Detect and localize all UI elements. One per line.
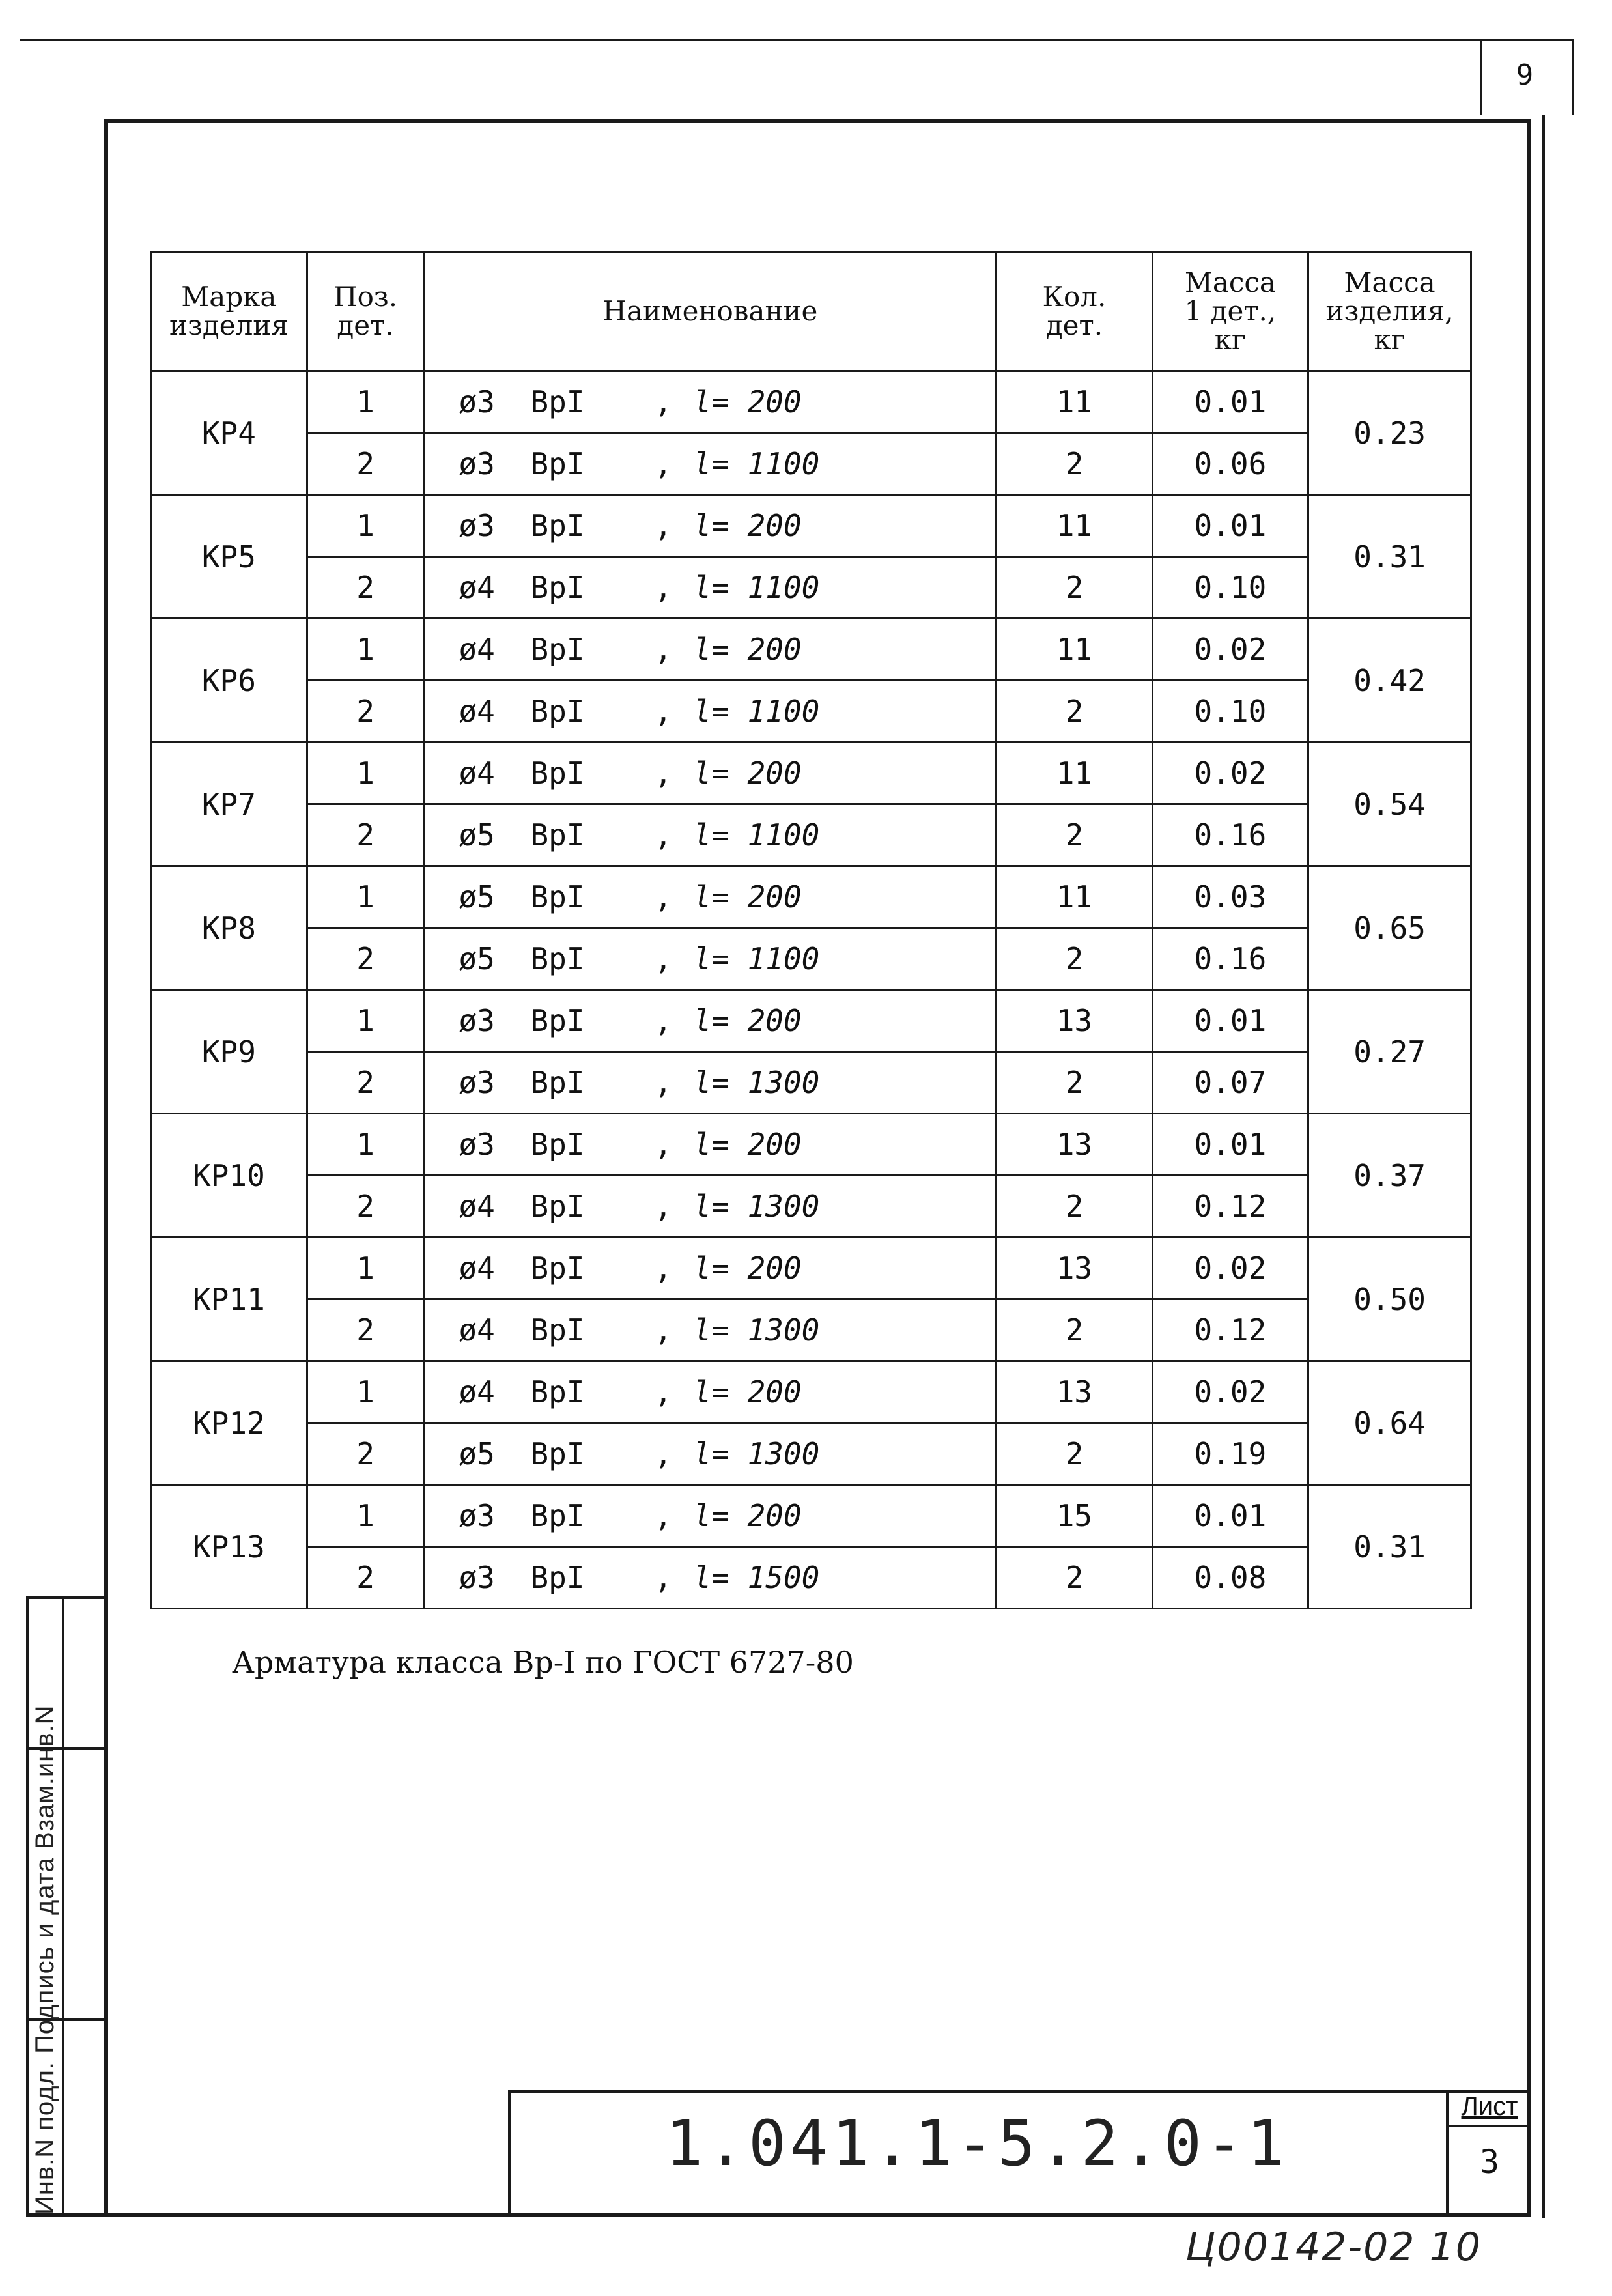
note-text: Арматура класса Вр-I по ГОСТ 6727-80: [232, 1645, 854, 1680]
cell-name: [424, 619, 997, 681]
table-row: [151, 681, 1471, 743]
name-len: l= 1500: [693, 1560, 820, 1595]
cell-mark: КР10: [151, 1114, 307, 1238]
cell-name: [424, 433, 997, 495]
name-len: l= 200: [693, 632, 802, 667]
name-sep: ,: [654, 446, 673, 481]
cell-name: [424, 495, 997, 557]
cell-pos: 2: [307, 557, 424, 619]
name-dia: ø4: [459, 1312, 495, 1348]
header-mass-one: Масса 1 дет., кг: [1152, 252, 1308, 371]
cell-name: [424, 1114, 997, 1176]
table-row: [151, 557, 1471, 619]
cell-pos: 1: [307, 1485, 424, 1547]
cell-mass-one: 0.02: [1152, 1361, 1308, 1423]
name-sep: ,: [654, 632, 673, 667]
table-row: [151, 1485, 1471, 1547]
cell-pos: 2: [307, 681, 424, 743]
name-len: l= 1300: [693, 1189, 820, 1224]
cell-mass-one: 0.03: [1152, 866, 1308, 928]
name-len: l= 1100: [693, 694, 820, 729]
archive-number: Ц00142-02 10: [1185, 2224, 1482, 2270]
cell-pos: 2: [307, 1052, 424, 1114]
header-mass-total: Масса изделия, кг: [1308, 252, 1471, 371]
table-row: [151, 619, 1471, 681]
cell-pos: 2: [307, 1423, 424, 1485]
cell-mass-total: 0.42: [1308, 619, 1471, 743]
cell-mark: КР6: [151, 619, 307, 743]
name-len: l= 200: [693, 384, 802, 419]
name-cls: ВрI: [530, 817, 585, 853]
name-dia: ø3: [459, 1498, 495, 1533]
cell-qty: 2: [997, 681, 1152, 743]
name-dia: ø5: [459, 879, 495, 914]
cell-mass-total: 0.27: [1308, 990, 1471, 1114]
name-dia: ø4: [459, 756, 495, 791]
name-cls: ВрI: [530, 941, 585, 976]
cell-name: [424, 1052, 997, 1114]
cell-mass-one: 0.01: [1152, 1485, 1308, 1547]
name-dia: ø4: [459, 1189, 495, 1224]
name-sep: ,: [654, 694, 673, 729]
cell-qty: 2: [997, 433, 1152, 495]
name-dia: ø3: [459, 1003, 495, 1038]
name-len: l= 200: [693, 1127, 802, 1162]
cell-name: [424, 743, 997, 804]
cell-mark: КР12: [151, 1361, 307, 1485]
name-cls: ВрI: [530, 632, 585, 667]
cell-mass-total: 0.65: [1308, 866, 1471, 990]
cell-mass-one: 0.19: [1152, 1423, 1308, 1485]
sheet-number: 3: [1479, 2143, 1500, 2181]
cell-name: [424, 804, 997, 866]
table-row: [151, 495, 1471, 557]
cell-pos: 1: [307, 1361, 424, 1423]
name-len: l= 200: [693, 756, 802, 791]
cell-pos: 2: [307, 433, 424, 495]
table-row: [151, 1114, 1471, 1176]
table-row: [151, 433, 1471, 495]
cell-pos: 2: [307, 1176, 424, 1238]
cell-name: [424, 990, 997, 1052]
table-row: [151, 371, 1471, 433]
cell-name: [424, 1423, 997, 1485]
cell-name: [424, 1485, 997, 1547]
name-sep: ,: [654, 570, 673, 605]
name-cls: ВрI: [530, 446, 585, 481]
cell-pos: 2: [307, 1547, 424, 1609]
cell-name: [424, 1176, 997, 1238]
name-cls: ВрI: [530, 694, 585, 729]
cell-pos: 1: [307, 1114, 424, 1176]
cell-name: [424, 681, 997, 743]
cell-mass-one: 0.12: [1152, 1299, 1308, 1361]
cell-mass-one: 0.10: [1152, 681, 1308, 743]
name-sep: ,: [654, 1127, 673, 1162]
cell-mass-total: 0.64: [1308, 1361, 1471, 1485]
cell-pos: 1: [307, 371, 424, 433]
cell-mass-total: 0.50: [1308, 1238, 1471, 1361]
cell-mark: КР13: [151, 1485, 307, 1609]
name-sep: ,: [654, 508, 673, 543]
cell-qty: 2: [997, 1547, 1152, 1609]
name-dia: ø4: [459, 1374, 495, 1410]
name-cls: ВрI: [530, 1127, 585, 1162]
name-len: l= 200: [693, 879, 802, 914]
header-qty: Кол. дет.: [997, 252, 1152, 371]
name-cls: ВрI: [530, 1312, 585, 1348]
name-len: l= 200: [693, 1003, 802, 1038]
cell-mark: КР9: [151, 990, 307, 1114]
name-len: l= 1100: [693, 446, 820, 481]
cell-mass-total: 0.31: [1308, 1485, 1471, 1609]
name-cls: ВрI: [530, 1003, 585, 1038]
name-dia: ø4: [459, 632, 495, 667]
cell-mass-total: 0.54: [1308, 743, 1471, 866]
name-cls: ВрI: [530, 1065, 585, 1100]
name-dia: ø5: [459, 817, 495, 853]
table-row: [151, 990, 1471, 1052]
top-rule: [20, 39, 1573, 41]
cell-qty: 2: [997, 557, 1152, 619]
name-sep: ,: [654, 879, 673, 914]
name-dia: ø3: [459, 1560, 495, 1595]
cell-qty: 2: [997, 804, 1152, 866]
table-row: [151, 1299, 1471, 1361]
specification-table: [150, 251, 1472, 1609]
name-cls: ВрI: [530, 508, 585, 543]
cell-mass-total: 0.23: [1308, 371, 1471, 495]
frame-double-line: [1542, 115, 1545, 2218]
name-dia: ø3: [459, 384, 495, 419]
cell-mass-one: 0.02: [1152, 743, 1308, 804]
name-dia: ø5: [459, 1436, 495, 1471]
cell-mass-one: 0.07: [1152, 1052, 1308, 1114]
cell-qty: 11: [997, 743, 1152, 804]
cell-name: [424, 371, 997, 433]
cell-qty: 2: [997, 928, 1152, 990]
name-cls: ВрI: [530, 879, 585, 914]
name-len: l= 1100: [693, 941, 820, 976]
cell-pos: 1: [307, 1238, 424, 1299]
name-sep: ,: [654, 1003, 673, 1038]
name-cls: ВрI: [530, 1436, 585, 1471]
name-len: l= 1300: [693, 1436, 820, 1471]
table-row: [151, 866, 1471, 928]
name-dia: ø3: [459, 1127, 495, 1162]
cell-pos: 2: [307, 1299, 424, 1361]
name-dia: ø4: [459, 694, 495, 729]
name-dia: ø3: [459, 446, 495, 481]
name-cls: ВрI: [530, 570, 585, 605]
cell-mass-one: 0.01: [1152, 990, 1308, 1052]
name-cls: ВрI: [530, 1560, 585, 1595]
name-sep: ,: [654, 384, 673, 419]
cell-qty: 13: [997, 1238, 1152, 1299]
name-cls: ВрI: [530, 1374, 585, 1410]
name-sep: ,: [654, 1065, 673, 1100]
table-row: [151, 804, 1471, 866]
name-len: l= 1100: [693, 817, 820, 853]
sheet-box-divider: [1446, 2125, 1531, 2127]
cell-pos: 2: [307, 804, 424, 866]
cell-pos: 1: [307, 495, 424, 557]
cell-mass-one: 0.01: [1152, 371, 1308, 433]
cell-qty: 13: [997, 1361, 1152, 1423]
name-sep: ,: [654, 1560, 673, 1595]
name-len: l= 1100: [693, 570, 820, 605]
name-sep: ,: [654, 1498, 673, 1533]
name-dia: ø3: [459, 1065, 495, 1100]
cell-mass-total: 0.31: [1308, 495, 1471, 619]
name-cls: ВрI: [530, 384, 585, 419]
name-len: l= 200: [693, 508, 802, 543]
table-body: [151, 371, 1471, 1609]
sheet-label: Лист: [1461, 2092, 1518, 2121]
cell-mark: КР8: [151, 866, 307, 990]
name-dia: ø4: [459, 570, 495, 605]
table-row: [151, 1361, 1471, 1423]
cell-mark: КР4: [151, 371, 307, 495]
cell-mass-one: 0.02: [1152, 619, 1308, 681]
table-row: [151, 928, 1471, 990]
cell-pos: 2: [307, 928, 424, 990]
name-cls: ВрI: [530, 1251, 585, 1286]
cell-qty: 13: [997, 1114, 1152, 1176]
table-row: [151, 1176, 1471, 1238]
cell-name: [424, 1547, 997, 1609]
name-sep: ,: [654, 1189, 673, 1224]
name-dia: ø5: [459, 941, 495, 976]
name-cls: ВрI: [530, 1498, 585, 1533]
name-sep: ,: [654, 941, 673, 976]
name-len: l= 1300: [693, 1065, 820, 1100]
cell-mass-one: 0.12: [1152, 1176, 1308, 1238]
cell-mass-one: 0.02: [1152, 1238, 1308, 1299]
cell-mass-one: 0.10: [1152, 557, 1308, 619]
name-dia: ø3: [459, 508, 495, 543]
cell-mark: КР7: [151, 743, 307, 866]
cell-qty: 2: [997, 1423, 1152, 1485]
table-row: [151, 1238, 1471, 1299]
cell-mass-one: 0.01: [1152, 495, 1308, 557]
name-dia: ø4: [459, 1251, 495, 1286]
name-sep: ,: [654, 817, 673, 853]
cell-qty: 11: [997, 866, 1152, 928]
cell-pos: 1: [307, 619, 424, 681]
name-len: l= 1300: [693, 1312, 820, 1348]
name-sep: ,: [654, 1436, 673, 1471]
side-stamp-text: Инв.N подл. Подпись и дата Взам.инв.N: [31, 1705, 59, 2215]
cell-qty: 15: [997, 1485, 1152, 1547]
name-sep: ,: [654, 756, 673, 791]
name-len: l= 200: [693, 1251, 802, 1286]
table-row: [151, 1423, 1471, 1485]
table-row: [151, 743, 1471, 804]
cell-mass-one: 0.01: [1152, 1114, 1308, 1176]
cell-qty: 13: [997, 990, 1152, 1052]
document-code: 1.041.1-5.2.0-1: [665, 2107, 1289, 2180]
header-name: Наименование: [424, 252, 997, 371]
cell-qty: 11: [997, 371, 1152, 433]
cell-qty: 2: [997, 1176, 1152, 1238]
cell-pos: 1: [307, 990, 424, 1052]
name-sep: ,: [654, 1312, 673, 1348]
cell-mark: КР11: [151, 1238, 307, 1361]
cell-mass-total: 0.37: [1308, 1114, 1471, 1238]
cell-qty: 2: [997, 1299, 1152, 1361]
cell-qty: 11: [997, 619, 1152, 681]
cell-name: [424, 1361, 997, 1423]
name-len: l= 200: [693, 1374, 802, 1410]
name-sep: ,: [654, 1374, 673, 1410]
table-row: [151, 1052, 1471, 1114]
cell-mass-one: 0.16: [1152, 928, 1308, 990]
cell-name: [424, 557, 997, 619]
cell-pos: 1: [307, 866, 424, 928]
cell-name: [424, 1299, 997, 1361]
cell-mass-one: 0.16: [1152, 804, 1308, 866]
header-pos: Поз. дет.: [307, 252, 424, 371]
cell-mass-one: 0.08: [1152, 1547, 1308, 1609]
header-mark: Марка изделия: [151, 252, 307, 371]
cell-mass-one: 0.06: [1152, 433, 1308, 495]
cell-name: [424, 1238, 997, 1299]
cell-name: [424, 866, 997, 928]
table-header-row: [151, 252, 1471, 371]
name-len: l= 200: [693, 1498, 802, 1533]
cell-qty: 11: [997, 495, 1152, 557]
name-cls: ВрI: [530, 1189, 585, 1224]
cell-mark: КР5: [151, 495, 307, 619]
cell-name: [424, 928, 997, 990]
cell-pos: 1: [307, 743, 424, 804]
name-cls: ВрI: [530, 756, 585, 791]
page-number: 9: [1516, 59, 1534, 92]
cell-qty: 2: [997, 1052, 1152, 1114]
name-sep: ,: [654, 1251, 673, 1286]
table-row: [151, 1547, 1471, 1609]
